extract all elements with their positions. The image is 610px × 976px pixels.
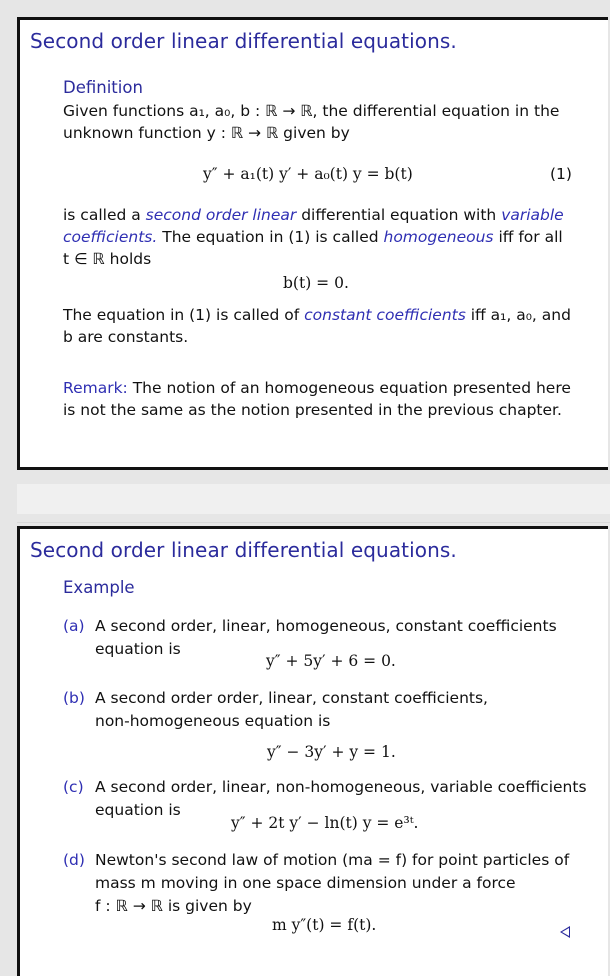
example-equation-b: y″ − 3y′ + y = 1. bbox=[267, 743, 396, 761]
item-line-3: f : ℝ → ℝ is given by bbox=[95, 897, 252, 915]
item-line-2: equation is bbox=[95, 801, 181, 819]
example-heading: Example bbox=[63, 578, 135, 597]
definition-line-2: unknown function y : ℝ → ℝ given by bbox=[63, 124, 350, 142]
term-variable: variable bbox=[501, 206, 564, 224]
text-fragment: iff a₁, a₀, and bbox=[465, 306, 571, 324]
text-fragment: The equation in (1) is called bbox=[157, 228, 384, 246]
item-line-2: non-homogeneous equation is bbox=[95, 712, 331, 730]
item-text bbox=[95, 687, 488, 733]
constant-coefficients-text bbox=[63, 304, 571, 348]
definition-heading: Definition bbox=[63, 78, 143, 97]
text-fragment: iff for all bbox=[493, 228, 563, 246]
item-line-1: A second order, linear, non-homogeneous, variable coefficients bbox=[95, 778, 587, 796]
item-label: (b) bbox=[63, 689, 85, 707]
remark-label: Remark: bbox=[63, 379, 128, 397]
item-line-2: mass m moving in one space dimension under a force bbox=[95, 874, 516, 892]
item-line-2: equation is bbox=[95, 640, 181, 658]
slide-top-border bbox=[17, 17, 608, 20]
item-label: (d) bbox=[63, 851, 85, 869]
example-equation-c: y″ + 2t y′ − ln(t) y = e³ᵗ. bbox=[231, 814, 419, 832]
term-coefficients: coefficients. bbox=[63, 228, 158, 246]
item-line-1: A second order, linear, homogeneous, constant coefficients bbox=[95, 617, 557, 635]
example-equation-d: m y″(t) = f(t). bbox=[272, 916, 377, 934]
item-line-1: A second order order, linear, constant coefficients, bbox=[95, 689, 488, 707]
example-equation-a: y″ + 5y′ + 6 = 0. bbox=[266, 652, 396, 670]
remark-line-2: is not the same as the notion presented in the previous chapter. bbox=[63, 401, 562, 419]
separator-rule bbox=[17, 522, 610, 523]
text-fragment: is called a bbox=[63, 206, 146, 224]
remark-line-1 bbox=[63, 377, 571, 399]
definition-line-1: Given functions a₁, a₀, b : ℝ → ℝ, the differential equation in the bbox=[63, 102, 560, 120]
item-line-1: Newton's second law of motion (ma = f) for point particles of bbox=[95, 851, 570, 869]
classification-line-2 bbox=[63, 226, 564, 248]
constant-line-1 bbox=[63, 304, 571, 326]
classification-text bbox=[63, 204, 564, 270]
slide-left-border bbox=[17, 526, 20, 976]
constant-line-2: b are constants. bbox=[63, 328, 189, 346]
slide-example bbox=[17, 526, 608, 976]
term-constant-coefficients: constant coefficients bbox=[304, 306, 466, 324]
classification-line-3: t ∈ ℝ holds bbox=[63, 250, 152, 268]
end-of-example-triangle-icon bbox=[560, 926, 570, 938]
slide-definition bbox=[17, 17, 608, 470]
text-fragment: differential equation with bbox=[296, 206, 502, 224]
homogeneous-equation: b(t) = 0. bbox=[283, 274, 349, 292]
slide-bottom-border bbox=[17, 467, 608, 470]
slide-separator bbox=[17, 484, 610, 514]
text-fragment: The equation in (1) is called of bbox=[63, 306, 305, 324]
item-text bbox=[95, 849, 569, 918]
slide-title: Second order linear differential equations. bbox=[30, 29, 457, 53]
item-label: (c) bbox=[63, 778, 84, 796]
slide-title: Second order linear differential equations. bbox=[30, 538, 457, 562]
term-homogeneous: homogeneous bbox=[383, 228, 494, 246]
slide-left-border bbox=[17, 17, 20, 470]
slide-top-border bbox=[17, 526, 608, 529]
classification-line-1 bbox=[63, 204, 564, 226]
remark-text bbox=[63, 377, 571, 421]
text-fragment: The notion of an homogeneous equation presented here bbox=[127, 379, 571, 397]
item-label: (a) bbox=[63, 617, 85, 635]
main-equation: y″ + a₁(t) y′ + a₀(t) y = b(t) bbox=[203, 165, 413, 183]
equation-number: (1) bbox=[550, 165, 572, 183]
term-second-order-linear: second order linear bbox=[145, 206, 297, 224]
definition-text bbox=[63, 100, 559, 144]
